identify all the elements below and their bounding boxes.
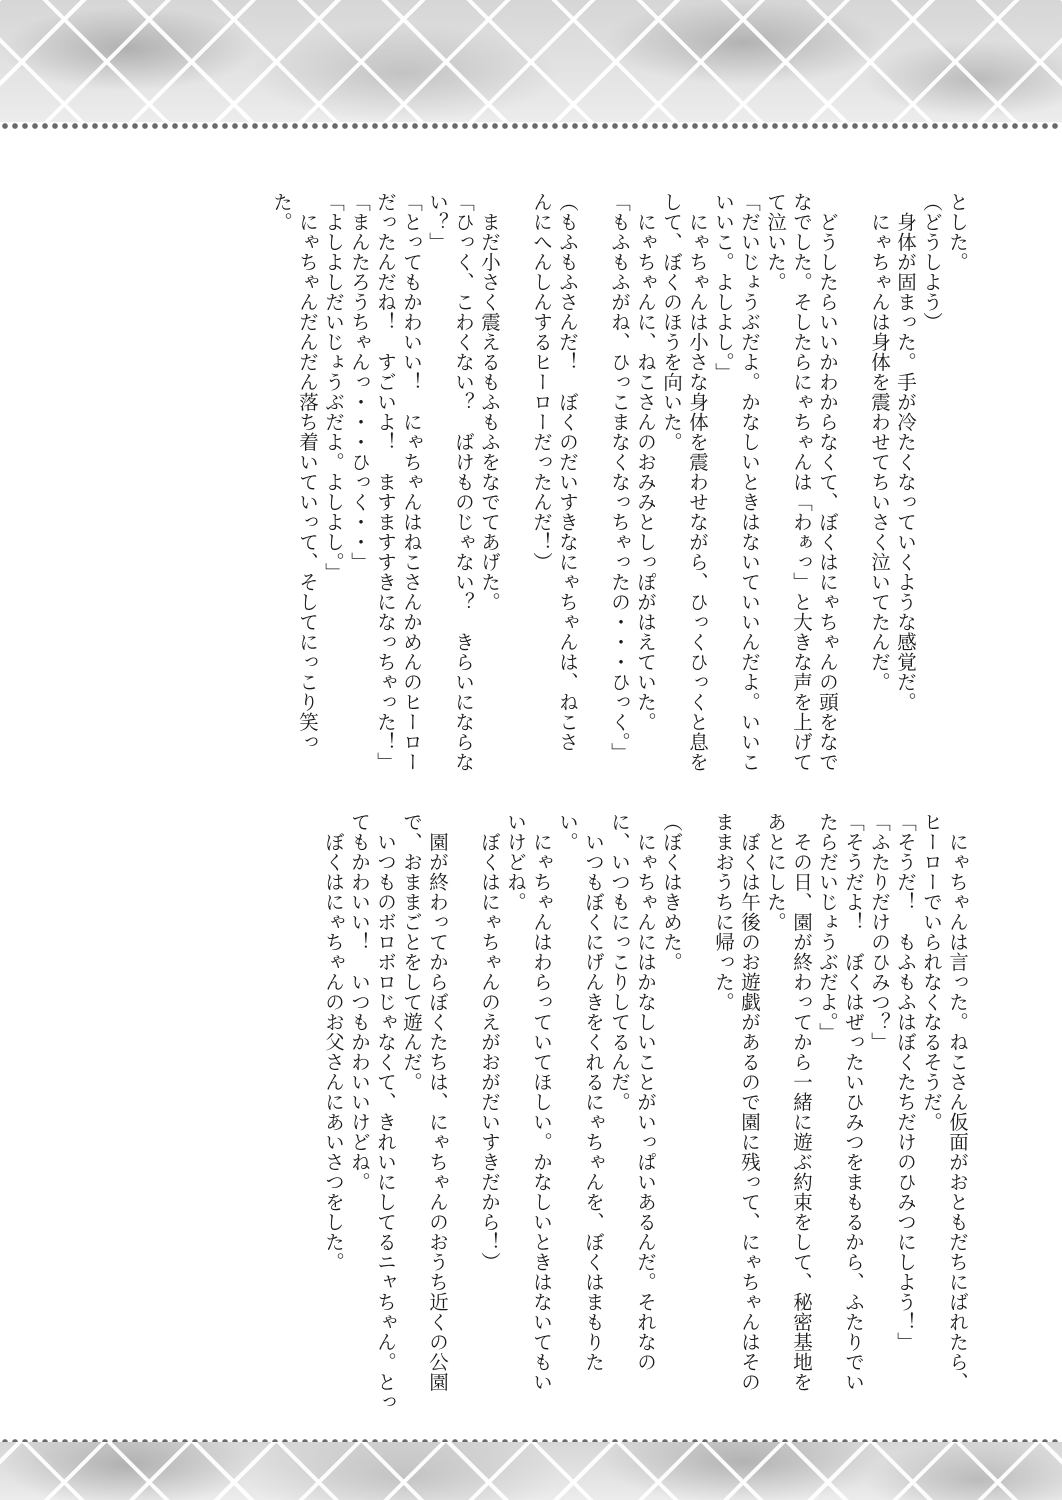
text-line: とした。	[946, 192, 969, 272]
text-line: いつものボロボロじゃなくて、きれいにしてるニャちゃん。とっ	[374, 812, 397, 1412]
text-line: （もふもふさんだ！ ぼくのだいすきなにゃちゃんは、ねこさ	[556, 192, 579, 752]
text-line: にゃちゃんだんだん落ち着いていって、そしてにっこり笑っ	[296, 192, 319, 752]
text-line	[450, 812, 476, 1412]
text-line: たらだいじょうぶだよ。」	[816, 812, 839, 1043]
text-line: にゃちゃんに、ねこさんのおみみとしっぽがはえていた。	[634, 192, 657, 732]
text-line	[502, 192, 528, 782]
text-line: にゃちゃんにはかなしいことがいっぱいあるんだ。それなの	[634, 812, 657, 1372]
text-line: どうしたらいいかわからなくて、ぼくはにゃちゃんの頭をなで	[816, 192, 839, 772]
text-line: にゃちゃんはわらっていてほしい。かなしいときはないてもい	[530, 812, 553, 1392]
text-line: 「だいじょうぶだよ。かなしいときはないていいんだよ。いいこ	[738, 192, 761, 772]
text-line: 「ひっく、こわくない？ ばけものじゃない？ きらいにならな	[452, 192, 475, 772]
text-line: にゃちゃんは言った。ねこさん仮面がおともだちにばれたら、	[946, 812, 969, 1392]
text-line: 「とってもかわいい！ にゃちゃんはねこさんかめんのヒーロー	[400, 192, 423, 772]
text-line: まだ小さく震えるもふもふをなでてあげた。	[478, 192, 501, 612]
text-line: 「よしよしだいじょうぶだよ。よしよし。」	[322, 192, 345, 583]
text-line: 「まんたろうちゃんっ・・・ひっく・・」	[348, 192, 371, 572]
text-line: で、おままごとをして遊んだ。	[400, 812, 423, 1092]
decorative-header-band	[0, 0, 1062, 122]
text-line: い？」	[426, 192, 449, 252]
text-line: ヒーローでいられなくなるそうだ。	[920, 812, 943, 1132]
text-line: に、いつもにっこりしてるんだ。	[608, 812, 631, 1112]
text-block-top	[268, 192, 970, 782]
text-line: ぼくはにゃちゃんのお父さんにあいさつをした。	[322, 812, 345, 1272]
text-line: 「ふたりだけのひみつ？」	[868, 812, 891, 1052]
text-line: た。	[270, 192, 293, 232]
decorative-footer-band	[0, 1442, 1062, 1500]
text-line: いつもぼくにげんきをくれるにゃちゃんを、ぼくはまもりた	[582, 812, 605, 1372]
text-line: だったんだね！ すごいよ！ ますますすきになっちゃった！」	[374, 192, 397, 772]
text-line: て泣いた。	[764, 192, 787, 292]
text-line: （ぼくはきめた。	[660, 812, 683, 972]
text-line: その日、園が終わってから一緒に遊ぶ約束をして、秘密基地を	[790, 812, 813, 1392]
text-line: なでした。そしたらにゃちゃんは「わぁっ」と大きな声を上げて	[790, 192, 813, 772]
text-line: んにへんしんするヒーローだったんだ！）	[530, 192, 553, 572]
text-line: てもかわいい！ いつもかわいいけどね。	[348, 812, 371, 1192]
text-line: 「そうだ！ もふもふはぼくたちだけのひみつにしよう！」	[894, 812, 917, 1352]
text-line: ぼくはにゃちゃんのえがおがだいすきだから！）	[478, 812, 501, 1272]
text-line: にゃちゃんは小さな身体を震わせながら、ひっくひっくと息を	[686, 192, 709, 772]
text-line: い。	[556, 812, 579, 852]
text-line: 「もふもふがね、ひっこまなくなっちゃったの・・・ひっく。」	[608, 192, 631, 763]
lattice-pattern	[0, 1442, 1062, 1500]
lattice-pattern	[0, 0, 1062, 122]
text-line: して、ぼくのほうを向いた。	[660, 192, 683, 452]
text-line	[684, 812, 710, 1412]
text-line	[580, 192, 606, 782]
text-line: 園が終わってからぼくたちは、にゃちゃんのおうち近くの公園	[426, 812, 449, 1392]
text-line: ぼくは午後のお遊戯があるので園に残って、にゃちゃんはその	[738, 812, 761, 1392]
text-block-bottom	[320, 812, 970, 1412]
text-line: にゃちゃんは身体を震わせてちいさく泣いてたんだ。	[868, 192, 891, 692]
dotted-divider-top	[0, 122, 1062, 130]
text-line: いけどね。	[504, 812, 527, 912]
text-line: ままおうちに帰った。	[712, 812, 735, 1012]
text-line: 「そうだよ！ ぼくはぜったいひみつをまもるから、ふたりでい	[842, 812, 865, 1392]
text-line: あとにした。	[764, 812, 787, 932]
text-line: いいこ。よしよし。」	[712, 192, 735, 383]
text-line: 身体が固まった。手が冷たくなっていくような感覚だ。	[894, 192, 917, 712]
text-line: （どうしよう）	[920, 192, 943, 332]
text-line	[840, 192, 866, 782]
